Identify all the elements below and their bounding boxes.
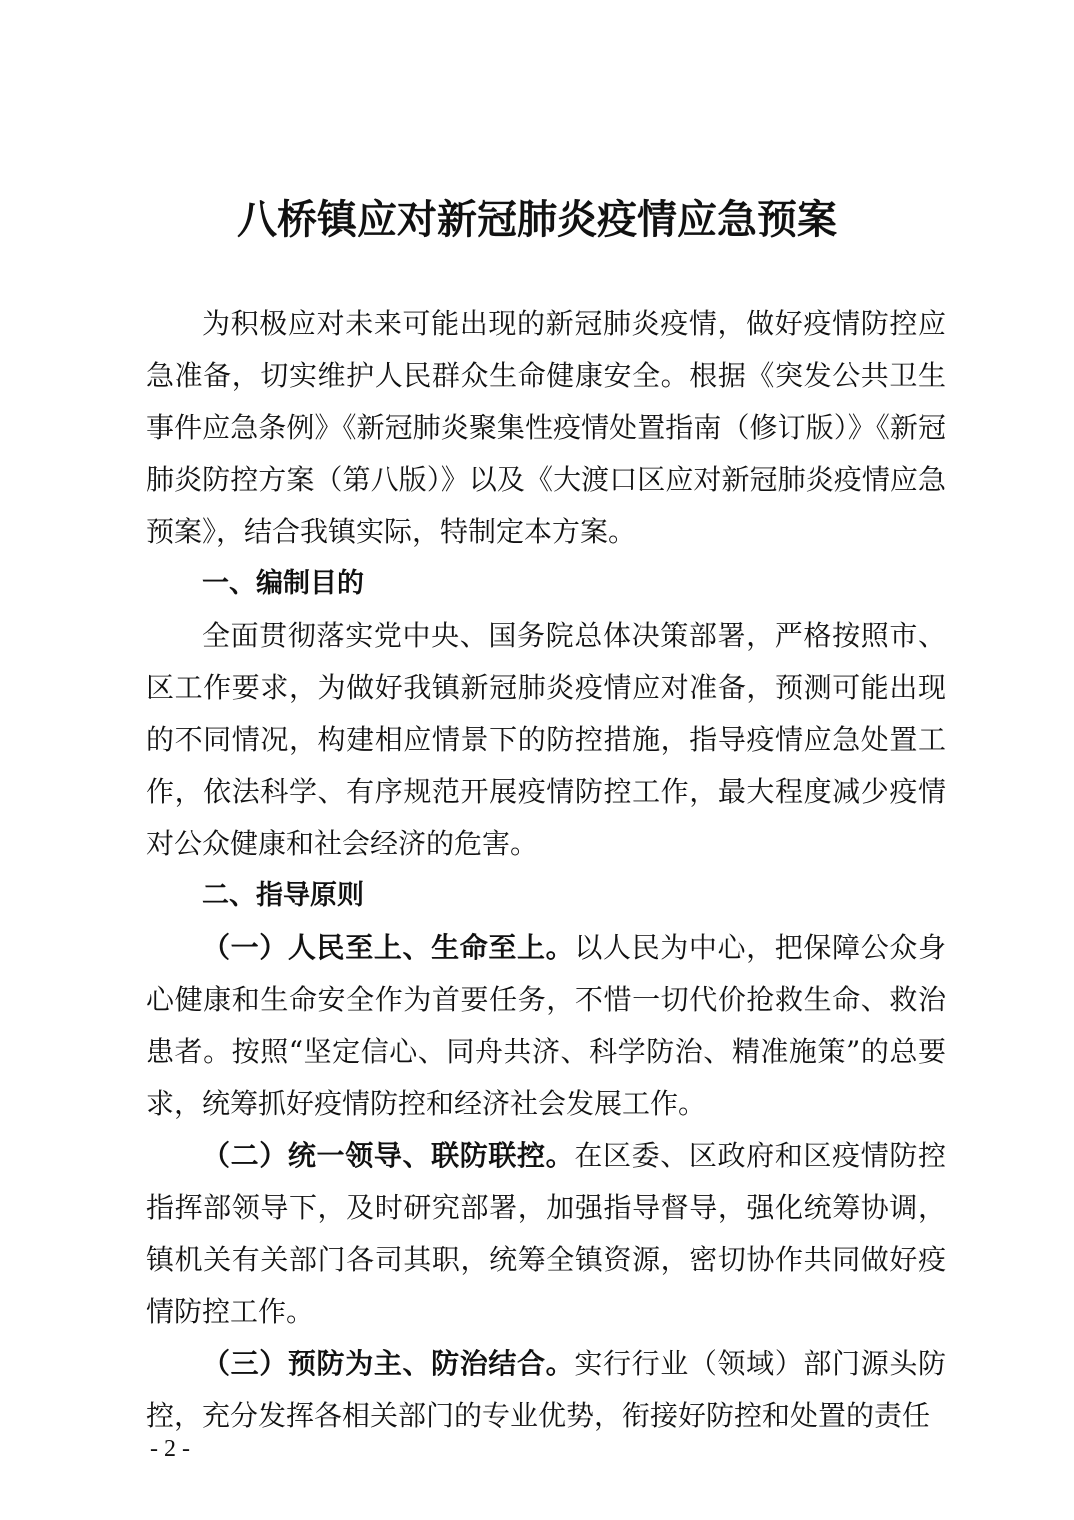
section-heading-principles: 二、指导原则 [202, 880, 364, 911]
principle-paragraph-1 [146, 922, 946, 1130]
principle-text-1: 以人民为中心，把保障公众身心健康和生命安全作为首要任务，不惜一切代价抢救生命、救治患者。按照“坚定信心、同舟共济、科学防治、精准施策”的总要求，统筹抓好疫情防控和经济社会发展工作。 [146, 931, 946, 1120]
principle-text-2: 在区委、区政府和区疫情防控指挥部领导下，及时研究部署，加强指导督导，强化统筹协调，镇机关有关部门各司其职，统筹全镇资源，密切协作共同做好疫情防控工作。 [146, 1139, 946, 1328]
principle-lead-1: （一）人民至上、生命至上。 [202, 931, 575, 964]
intro-paragraph: 为积极应对未来可能出现的新冠肺炎疫情，做好疫情防控应急准备，切实维护人民群众生命健康安全。根据《突发公共卫生事件应急条例》《新冠肺炎聚集性疫情处置指南（修订版）》《新冠肺炎防控方案（第八版）》以及《大渡口区应对新冠肺炎疫情应急预案》，结合我镇实际，特制定本方案。 [146, 307, 946, 548]
page-number: - 2 - [150, 1436, 190, 1462]
principle-lead-2: （二）统一领导、联防联控。 [202, 1139, 575, 1172]
principle-paragraph-2 [146, 1130, 946, 1338]
principle-text-3: 实行行业（领域）部门源头防控，充分发挥各相关部门的专业优势，衔接好防控和处置的责任 [146, 1347, 946, 1432]
document-title: 八桥镇应对新冠肺炎疫情应急预案 [237, 196, 837, 243]
purpose-paragraph: 全面贯彻落实党中央、国务院总体决策部署，严格按照市、区工作要求，为做好我镇新冠肺炎疫情应对准备，预测可能出现的不同情况，构建相应情景下的防控措施，指导疫情应急处置工作，依法科学、有序规范开展疫情防控工作，最大程度减少疫情对公众健康和社会经济的危害。 [146, 619, 946, 860]
document-body [146, 298, 946, 1442]
principle-lead-3: （三）预防为主、防治结合。 [202, 1347, 575, 1380]
principle-paragraph-3 [146, 1338, 946, 1442]
section-heading-purpose: 一、编制目的 [202, 568, 364, 599]
